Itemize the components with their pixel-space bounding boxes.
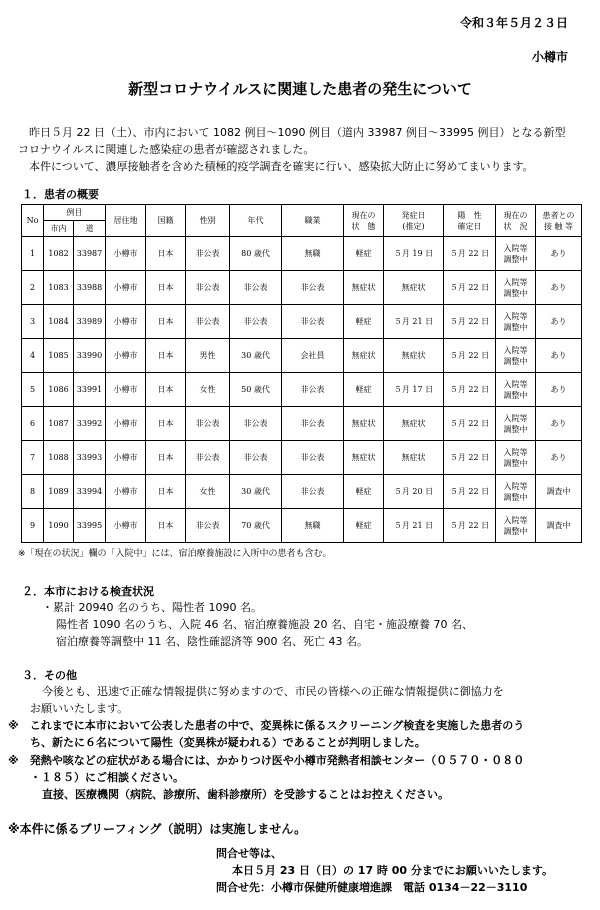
- row-situation-line: 調整中: [503, 254, 528, 264]
- row-city-case: 1088: [44, 441, 74, 475]
- row-contact: あり: [536, 407, 582, 441]
- row-situation-line: 調整中: [503, 288, 528, 298]
- header-onset-line: (推定): [402, 221, 425, 231]
- row-residence: 小樽市: [106, 441, 146, 475]
- row-contact: あり: [536, 271, 582, 305]
- row-sex: 女性: [186, 373, 230, 407]
- row-contact: あり: [536, 441, 582, 475]
- header-onset-line: 発症日: [401, 210, 426, 220]
- row-no: 8: [22, 475, 44, 509]
- intro-line: 本件について、濃厚接触者を含めた積極的疫学調査を確実に行い、感染拡大防止に努めてまいります。: [18, 160, 534, 173]
- row-situation-line: 入院等: [503, 515, 528, 525]
- header-onset: [384, 205, 444, 237]
- row-residence: 小樽市: [106, 475, 146, 509]
- table-row: [22, 441, 582, 475]
- row-job: 無職: [282, 237, 344, 271]
- header-condition: [344, 205, 384, 237]
- intro-line: 昨日５月 22 日（土）、市内において 1082 例目～1090 例目（道内 33987 例目～33995 例目）となる新型: [18, 126, 566, 139]
- document-date: 令和３年５月２３日: [459, 16, 568, 30]
- row-situation: [496, 407, 536, 441]
- row-onset: 無症状: [384, 407, 444, 441]
- row-situation-line: 入院等: [503, 413, 528, 423]
- header-contact: [536, 205, 582, 237]
- row-situation: [496, 475, 536, 509]
- row-age: 非公表: [230, 407, 282, 441]
- row-sex: 非公表: [186, 271, 230, 305]
- row-condition: 軽症: [344, 305, 384, 339]
- row-sex: 女性: [186, 475, 230, 509]
- header-pref-case: 道: [74, 221, 106, 237]
- fever-notice-line: ・１８５）にご相談ください。: [30, 771, 184, 784]
- row-residence: 小樽市: [106, 271, 146, 305]
- row-situation-line: 調整中: [503, 458, 528, 468]
- row-job: 非公表: [282, 407, 344, 441]
- contact-heading: 問合せ等は、: [216, 847, 282, 860]
- table-row: [22, 509, 582, 543]
- test-detail-line: 陽性者 1090 名のうち、入院 46 名、宿泊療養施設 20 名、自宅・施設療養 70 名、: [56, 618, 473, 631]
- header-contact-line: 患者との: [542, 210, 575, 220]
- fever-notice-line: ※ 発熱や咳などの症状がある場合には、かかりつけ医や小樽市発熱者相談センター（０５７０・０８０: [8, 754, 525, 767]
- intro-paragraph: [18, 124, 586, 175]
- row-city-case: 1086: [44, 373, 74, 407]
- row-pref-case: 33994: [74, 475, 106, 509]
- row-contact: あり: [536, 305, 582, 339]
- row-situation: [496, 509, 536, 543]
- row-sex: 非公表: [186, 237, 230, 271]
- header-nationality: 国籍: [146, 205, 186, 237]
- row-positive-date: ５月 22 日: [444, 441, 496, 475]
- row-nationality: 日本: [146, 373, 186, 407]
- row-positive-date: ５月 22 日: [444, 407, 496, 441]
- intro-line: コロナウイルスに関連した感染症の患者が確認されました。: [18, 143, 315, 156]
- request-line: 今後とも、迅速で正確な情報提供に努めますので、市民の皆様への正確な情報提供に御協力を: [42, 685, 504, 698]
- variant-notice-line: ち、新たに６名について陽性（変異株が疑われる）であることが判明しました。: [30, 736, 426, 749]
- test-detail-line: 宿泊療養等調整中 11 名、陰性確認済等 900 名、死亡 43 名。: [56, 635, 368, 648]
- row-positive-date: ５月 22 日: [444, 339, 496, 373]
- row-nationality: 日本: [146, 305, 186, 339]
- header-city-case: 市内: [44, 221, 74, 237]
- row-city-case: 1082: [44, 237, 74, 271]
- row-situation: [496, 271, 536, 305]
- row-city-case: 1083: [44, 271, 74, 305]
- row-situation-line: 入院等: [503, 345, 528, 355]
- row-pref-case: 33991: [74, 373, 106, 407]
- request-line: お願いいたします。: [30, 702, 129, 715]
- row-pref-case: 33990: [74, 339, 106, 373]
- row-no: 2: [22, 271, 44, 305]
- row-pref-case: 33988: [74, 271, 106, 305]
- row-no: 5: [22, 373, 44, 407]
- row-onset: ５月 21 日: [384, 509, 444, 543]
- document-title: 新型コロナウイルスに関連した患者の発生について: [128, 80, 472, 98]
- patient-table: [21, 204, 582, 543]
- row-situation: [496, 339, 536, 373]
- row-job: 非公表: [282, 305, 344, 339]
- row-condition: 無症状: [344, 339, 384, 373]
- row-condition: 軽症: [344, 509, 384, 543]
- row-onset: 無症状: [384, 339, 444, 373]
- row-positive-date: ５月 22 日: [444, 373, 496, 407]
- row-condition: 無症状: [344, 271, 384, 305]
- row-contact: 調査中: [536, 475, 582, 509]
- row-residence: 小樽市: [106, 237, 146, 271]
- row-residence: 小樽市: [106, 509, 146, 543]
- header-sex: 性別: [186, 205, 230, 237]
- row-onset: 無症状: [384, 271, 444, 305]
- row-situation-line: 調整中: [503, 526, 528, 536]
- row-condition: 軽症: [344, 475, 384, 509]
- row-condition: 無症状: [344, 407, 384, 441]
- row-positive-date: ５月 22 日: [444, 475, 496, 509]
- row-nationality: 日本: [146, 441, 186, 475]
- row-residence: 小樽市: [106, 407, 146, 441]
- row-positive-date: ５月 22 日: [444, 271, 496, 305]
- header-condition-line: 状 態: [351, 221, 376, 231]
- header-positive: [444, 205, 496, 237]
- row-contact: あり: [536, 237, 582, 271]
- row-no: 1: [22, 237, 44, 271]
- row-job: 非公表: [282, 373, 344, 407]
- row-condition: 軽症: [344, 373, 384, 407]
- row-residence: 小樽市: [106, 305, 146, 339]
- section2-title: ２．本市における検査状況: [22, 585, 154, 598]
- contact-phone: 問合せ先：小樽市保健所健康増進課 電話 0134－22－3110: [216, 881, 528, 894]
- row-no: 7: [22, 441, 44, 475]
- row-situation-line: 調整中: [503, 356, 528, 366]
- row-job: 非公表: [282, 271, 344, 305]
- table-note: ※「現在の状況」欄の「入院中」には、宿泊療養施設に入所中の患者も含む。: [18, 549, 332, 559]
- row-job: 会社員: [282, 339, 344, 373]
- table-row: [22, 373, 582, 407]
- section3-title: ３．その他: [22, 669, 77, 682]
- header-job: 職業: [282, 205, 344, 237]
- row-nationality: 日本: [146, 509, 186, 543]
- row-condition: 無症状: [344, 441, 384, 475]
- row-sex: 非公表: [186, 407, 230, 441]
- row-nationality: 日本: [146, 271, 186, 305]
- row-no: 9: [22, 509, 44, 543]
- row-residence: 小樽市: [106, 339, 146, 373]
- row-situation-line: 入院等: [503, 311, 528, 321]
- row-onset: ５月 21 日: [384, 305, 444, 339]
- row-sex: 男性: [186, 339, 230, 373]
- issuer-name: 小樽市: [531, 50, 568, 64]
- fever-notice-line: 直接、医療機関（病院、診療所、歯科診療所）を受診することはお控えください。: [42, 788, 449, 801]
- row-situation-line: 調整中: [503, 424, 528, 434]
- row-condition: 軽症: [344, 237, 384, 271]
- row-situation-line: 入院等: [503, 447, 528, 457]
- row-pref-case: 33992: [74, 407, 106, 441]
- row-age: 非公表: [230, 305, 282, 339]
- header-no: No: [22, 205, 44, 237]
- header-case: 例目: [44, 205, 106, 221]
- table-row: [22, 237, 582, 271]
- row-city-case: 1090: [44, 509, 74, 543]
- row-positive-date: ５月 22 日: [444, 305, 496, 339]
- variant-notice-line: ※ これまでに本市において公表した患者の中で、変異株に係るスクリーニング検査を実施した患者のう: [8, 719, 525, 732]
- header-condition-line: 現在の: [351, 210, 376, 220]
- row-situation-line: 調整中: [503, 492, 528, 502]
- contact-deadline: 本日５月 23 日（日）の 17 時 00 分までにお願いいたします。: [232, 864, 554, 877]
- header-situation-line: 状 況: [503, 221, 528, 231]
- row-no: 6: [22, 407, 44, 441]
- row-onset: ５月 17 日: [384, 373, 444, 407]
- header-positive-line: 陽 性: [457, 210, 482, 220]
- row-city-case: 1085: [44, 339, 74, 373]
- header-situation-line: 現在の: [503, 210, 528, 220]
- row-contact: 調査中: [536, 509, 582, 543]
- table-row: [22, 271, 582, 305]
- row-sex: 非公表: [186, 305, 230, 339]
- row-situation-line: 入院等: [503, 379, 528, 389]
- row-onset: ５月 19 日: [384, 237, 444, 271]
- row-situation: [496, 305, 536, 339]
- row-nationality: 日本: [146, 339, 186, 373]
- header-residence: 居住地: [106, 205, 146, 237]
- briefing-notice: ※本件に係るブリーフィング（説明）は実施しません。: [8, 822, 307, 836]
- row-city-case: 1089: [44, 475, 74, 509]
- row-situation-line: 入院等: [503, 243, 528, 253]
- row-nationality: 日本: [146, 407, 186, 441]
- row-situation: [496, 441, 536, 475]
- row-age: 80 歳代: [230, 237, 282, 271]
- row-sex: 非公表: [186, 441, 230, 475]
- row-city-case: 1087: [44, 407, 74, 441]
- row-no: 3: [22, 305, 44, 339]
- row-situation-line: 調整中: [503, 322, 528, 332]
- row-pref-case: 33995: [74, 509, 106, 543]
- row-pref-case: 33993: [74, 441, 106, 475]
- row-positive-date: ５月 22 日: [444, 509, 496, 543]
- row-contact: あり: [536, 339, 582, 373]
- row-positive-date: ５月 22 日: [444, 237, 496, 271]
- row-age: 非公表: [230, 271, 282, 305]
- row-job: 非公表: [282, 441, 344, 475]
- test-summary-line: ・累計 20940 名のうち、陽性者 1090 名。: [42, 601, 262, 614]
- header-contact-line: 接 触 等: [543, 221, 574, 231]
- row-nationality: 日本: [146, 475, 186, 509]
- row-age: 30 歳代: [230, 339, 282, 373]
- table-row: [22, 475, 582, 509]
- row-job: 非公表: [282, 475, 344, 509]
- row-situation: [496, 373, 536, 407]
- row-situation: [496, 237, 536, 271]
- row-situation-line: 調整中: [503, 390, 528, 400]
- header-positive-line: 確定日: [457, 221, 482, 231]
- row-age: 70 歳代: [230, 509, 282, 543]
- row-pref-case: 33989: [74, 305, 106, 339]
- row-residence: 小樽市: [106, 373, 146, 407]
- section1-title: １．患者の概要: [22, 188, 99, 201]
- row-sex: 非公表: [186, 509, 230, 543]
- table-row: [22, 305, 582, 339]
- header-situation: [496, 205, 536, 237]
- row-situation-line: 入院等: [503, 277, 528, 287]
- row-age: 50 歳代: [230, 373, 282, 407]
- row-onset: 無症状: [384, 441, 444, 475]
- row-onset: ５月 20 日: [384, 475, 444, 509]
- row-age: 非公表: [230, 441, 282, 475]
- row-pref-case: 33987: [74, 237, 106, 271]
- row-no: 4: [22, 339, 44, 373]
- table-row: [22, 339, 582, 373]
- row-situation-line: 入院等: [503, 481, 528, 491]
- row-nationality: 日本: [146, 237, 186, 271]
- header-age: 年代: [230, 205, 282, 237]
- row-job: 無職: [282, 509, 344, 543]
- row-contact: あり: [536, 373, 582, 407]
- row-city-case: 1084: [44, 305, 74, 339]
- row-age: 30 歳代: [230, 475, 282, 509]
- table-row: [22, 407, 582, 441]
